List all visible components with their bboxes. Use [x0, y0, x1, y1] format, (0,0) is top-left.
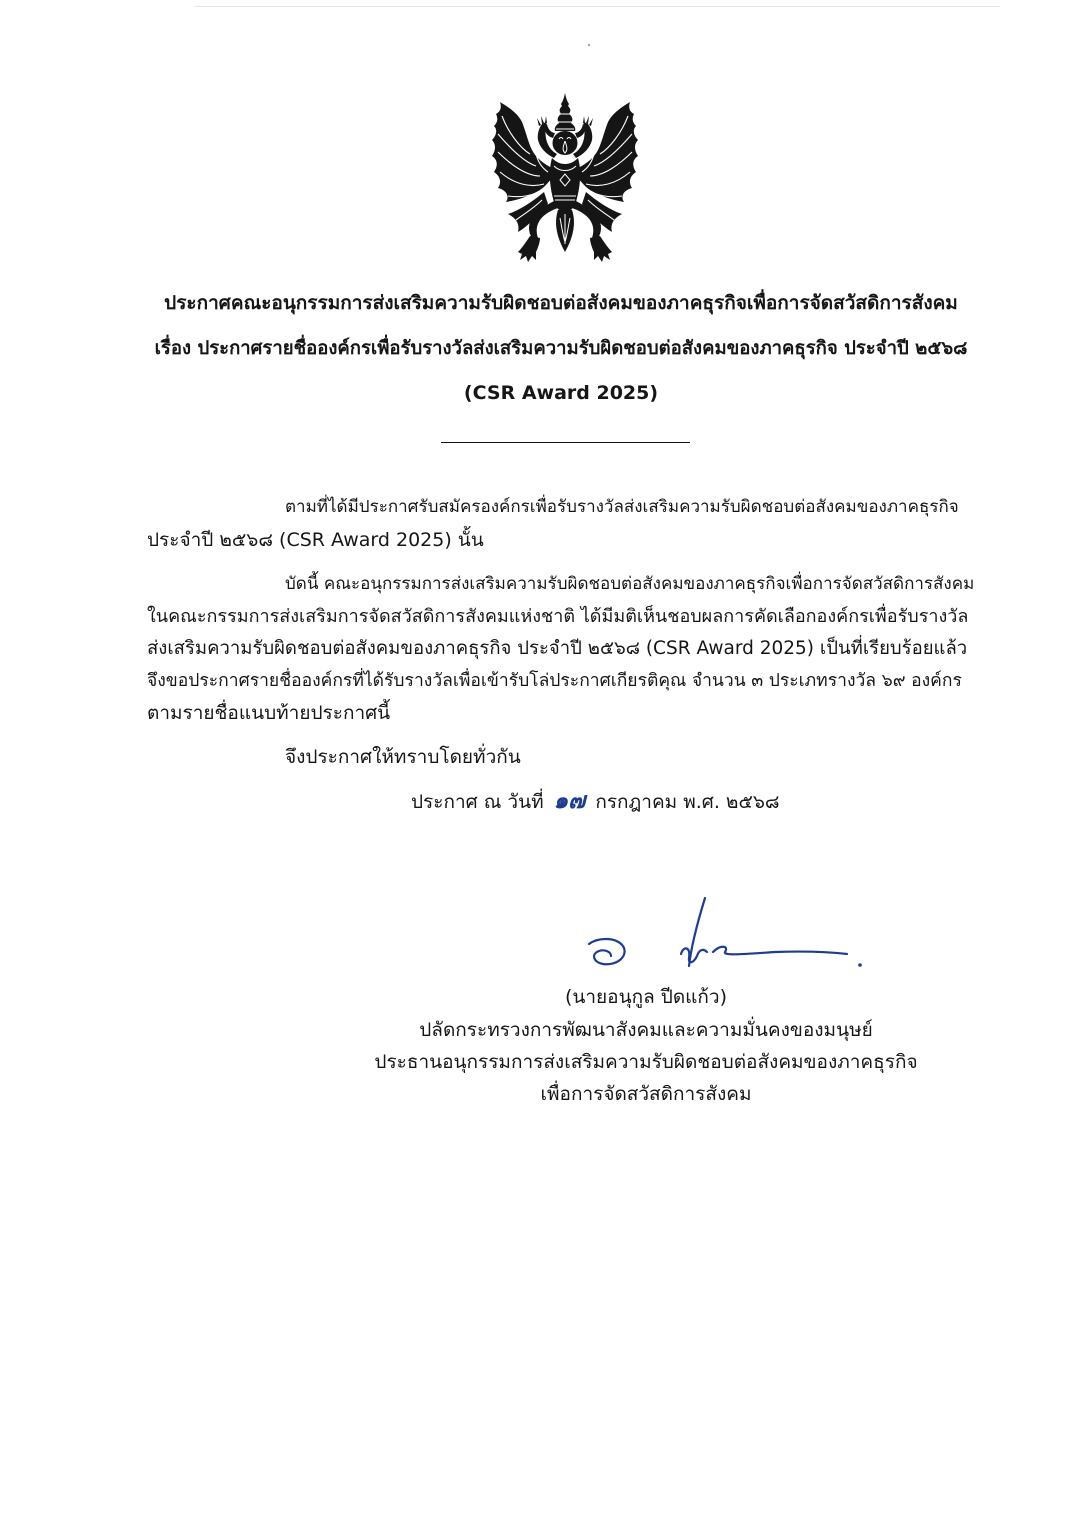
signatory-position: ปลัดกระทรวงการพัฒนาสังคมและความมั่นคงของมนุษย์ [419, 1019, 873, 1041]
date-line [411, 784, 975, 819]
closing-line: จึงประกาศให้ทราบโดยทั่วกัน [285, 746, 521, 768]
signatory-role-line-1: ประธานอนุกรรมการส่งเสริมความรับผิดชอบต่อสังคมของภาคธุรกิจ [374, 1051, 918, 1073]
signatory-role-line-2: เพื่อการจัดสวัสดิการสังคม [540, 1083, 752, 1105]
paragraph-2-line-3: ส่งเสริมความรับผิดชอบต่อสังคมของภาคธุรกิจ ประจำปี ๒๕๖๘ (CSR Award 2025) เป็นที่เรียบร้อยแล้ว [147, 638, 968, 659]
date-prefix: ประกาศ ณ วันที่ [411, 791, 544, 813]
announcement-subject: เรื่อง ประกาศรายชื่อองค์กรเพื่อรับรางวัลส่งเสริมความรับผิดชอบต่อสังคมของภาคธุรกิจ ประจำปี ๒๕๖๘ [154, 338, 968, 359]
scan-edge-line [195, 6, 1000, 7]
paragraph-1-line-2: ประจำปี ๒๕๖๘ (CSR Award 2025) นั้น [147, 529, 484, 551]
date-day-handwritten: ๑๗ [553, 788, 586, 814]
garuda-emblem-icon [490, 92, 640, 262]
paragraph-2-line-4: จึงขอประกาศรายชื่อองค์กรที่ได้รับรางวัลเพื่อเข้ารับโล่ประกาศเกียรติคุณ จำนวน ๓ ประเภทรางวัล ๖๙ องค์กร [147, 671, 962, 691]
announcement-title: ประกาศคณะอนุกรรมการส่งเสริมความรับผิดชอบต่อสังคมของภาคธุรกิจเพื่อการจัดสวัสดิการสังคม [164, 292, 958, 314]
paragraph-2-line-1: บัดนี้ คณะอนุกรรมการส่งเสริมความรับผิดชอบต่อสังคมของภาคธุรกิจเพื่อการจัดสวัสดิการสังคม [285, 574, 975, 594]
signatory-name: (นายอนุกูล ปีดแก้ว) [564, 986, 728, 1008]
paragraph-1-line-1: ตามที่ได้มีประกาศรับสมัครองค์กรเพื่อรับรางวัลส่งเสริมความรับผิดชอบต่อสังคมของภาคธุรกิจ [285, 497, 959, 517]
scan-speck [588, 44, 590, 46]
date-month-year: กรกฎาคม พ.ศ. ๒๕๖๘ [595, 791, 780, 813]
signature [575, 888, 875, 978]
paragraph-2-line-2: ในคณะกรรมการส่งเสริมการจัดสวัสดิการสังคมแห่งชาติ ได้มีมติเห็นชอบผลการคัดเลือกองค์กรเพื่อรับรางวัล [147, 606, 969, 627]
paragraph-2-line-5: ตามรายชื่อแนบท้ายประกาศนี้ [147, 702, 391, 724]
award-name: (CSR Award 2025) [463, 382, 659, 404]
title-divider [441, 442, 690, 443]
